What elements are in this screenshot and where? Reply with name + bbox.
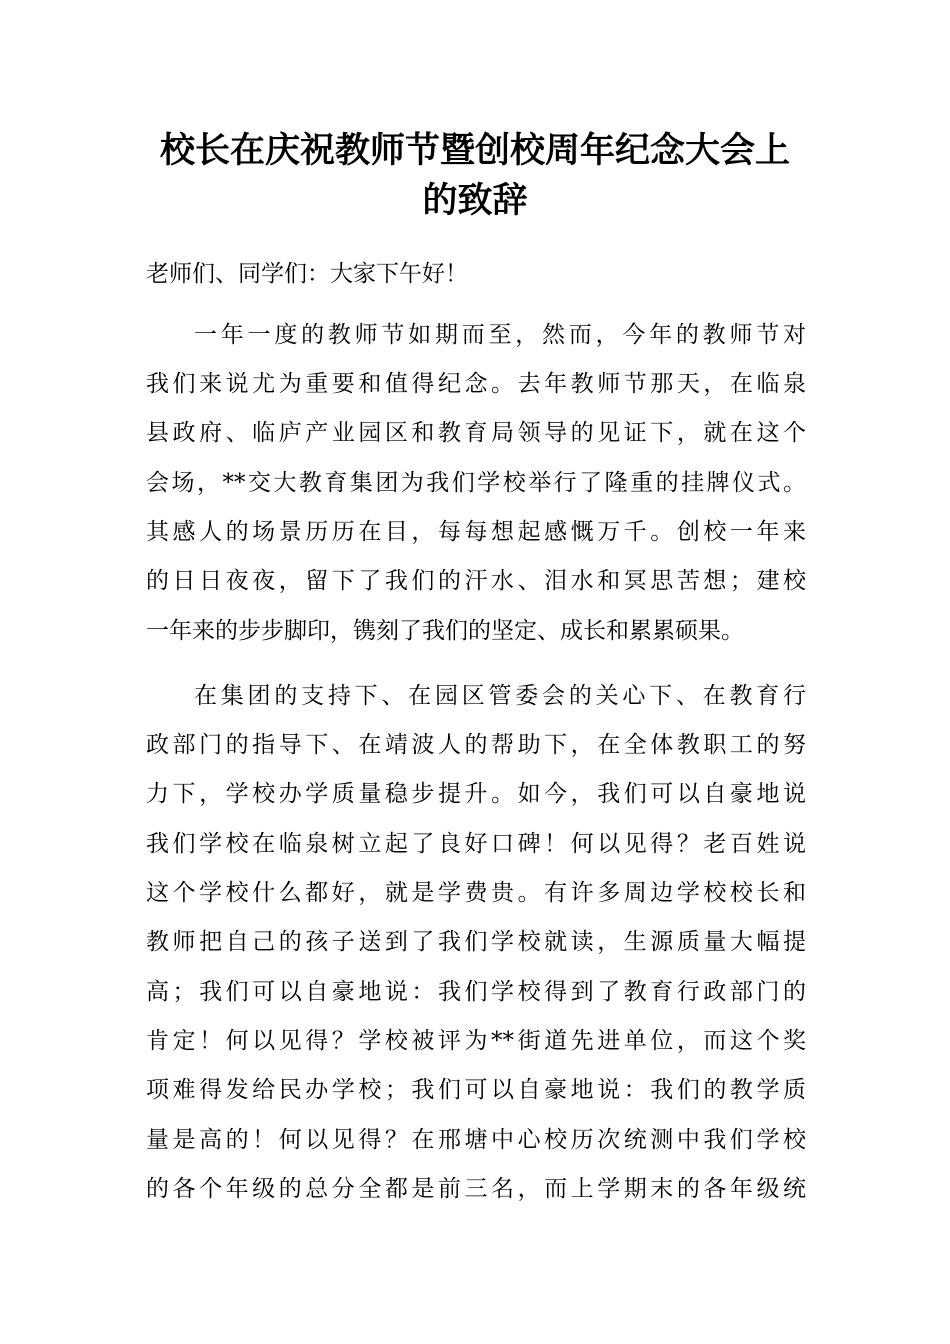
- document-title-line-1: 校长在庆祝教师节暨创校周年纪念大会上: [159, 130, 790, 171]
- paragraph-2-line-7: 高；我们可以自豪地说：我们学校得到了教育行政部门的: [146, 979, 806, 1005]
- paragraph-1-line-2: 我们来说尤为重要和值得纪念。去年教师节那天，在临泉: [146, 371, 806, 397]
- paragraph-1-line-7: 一年来的步步脚印，镌刻了我们的坚定、成长和累累硕果。: [146, 618, 744, 644]
- paragraph-1-line-3: 县政府、临庐产业园区和教育局领导的见证下，就在这个: [146, 420, 806, 446]
- paragraph-2-line-2: 政部门的指导下、在靖波人的帮助下，在全体教职工的努: [146, 732, 806, 758]
- paragraph-2-line-3: 力下，学校办学质量稳步提升。如今，我们可以自豪地说: [146, 781, 806, 807]
- paragraph-1-line-5: 其感人的场景历历在目，每每想起感慨万千。创校一年来: [146, 519, 806, 545]
- paragraph-2-line-6: 教师把自己的孩子送到了我们学校就读，生源质量大幅提: [146, 929, 806, 955]
- paragraph-2-line-4: 我们学校在临泉树立起了良好口碑！何以见得？老百姓说: [146, 831, 806, 857]
- document-title-line-2: 的致辞: [422, 180, 528, 221]
- paragraph-2-line-5: 这个学校什么都好，就是学费贵。有许多周边学校校长和: [146, 880, 806, 906]
- paragraph-1-line-6: 的日日夜夜，留下了我们的汗水、泪水和冥思苦想；建校: [146, 568, 806, 594]
- paragraph-2-line-10: 量是高的！何以见得？在邢塘中心校历次统测中我们学校: [146, 1127, 806, 1153]
- paragraph-1-line-4: 会场，**交大教育集团为我们学校举行了隆重的挂牌仪式。: [146, 470, 806, 496]
- paragraph-1-line-1: 一年一度的教师节如期而至，然而，今年的教师节对: [194, 322, 806, 348]
- paragraph-2-line-9: 项难得发给民办学校；我们可以自豪地说：我们的教学质: [146, 1077, 806, 1103]
- paragraph-2-line-1: 在集团的支持下、在园区管委会的关心下、在教育行: [194, 683, 806, 709]
- paragraph-2-line-8: 肯定！何以见得？学校被评为**街道先进单位，而这个奖: [146, 1028, 806, 1054]
- greeting-line: 老师们、同学们：大家下午好！: [146, 261, 468, 287]
- paragraph-2-line-11: 的各个年级的总分全都是前三名，而上学期末的各年级统: [146, 1176, 806, 1202]
